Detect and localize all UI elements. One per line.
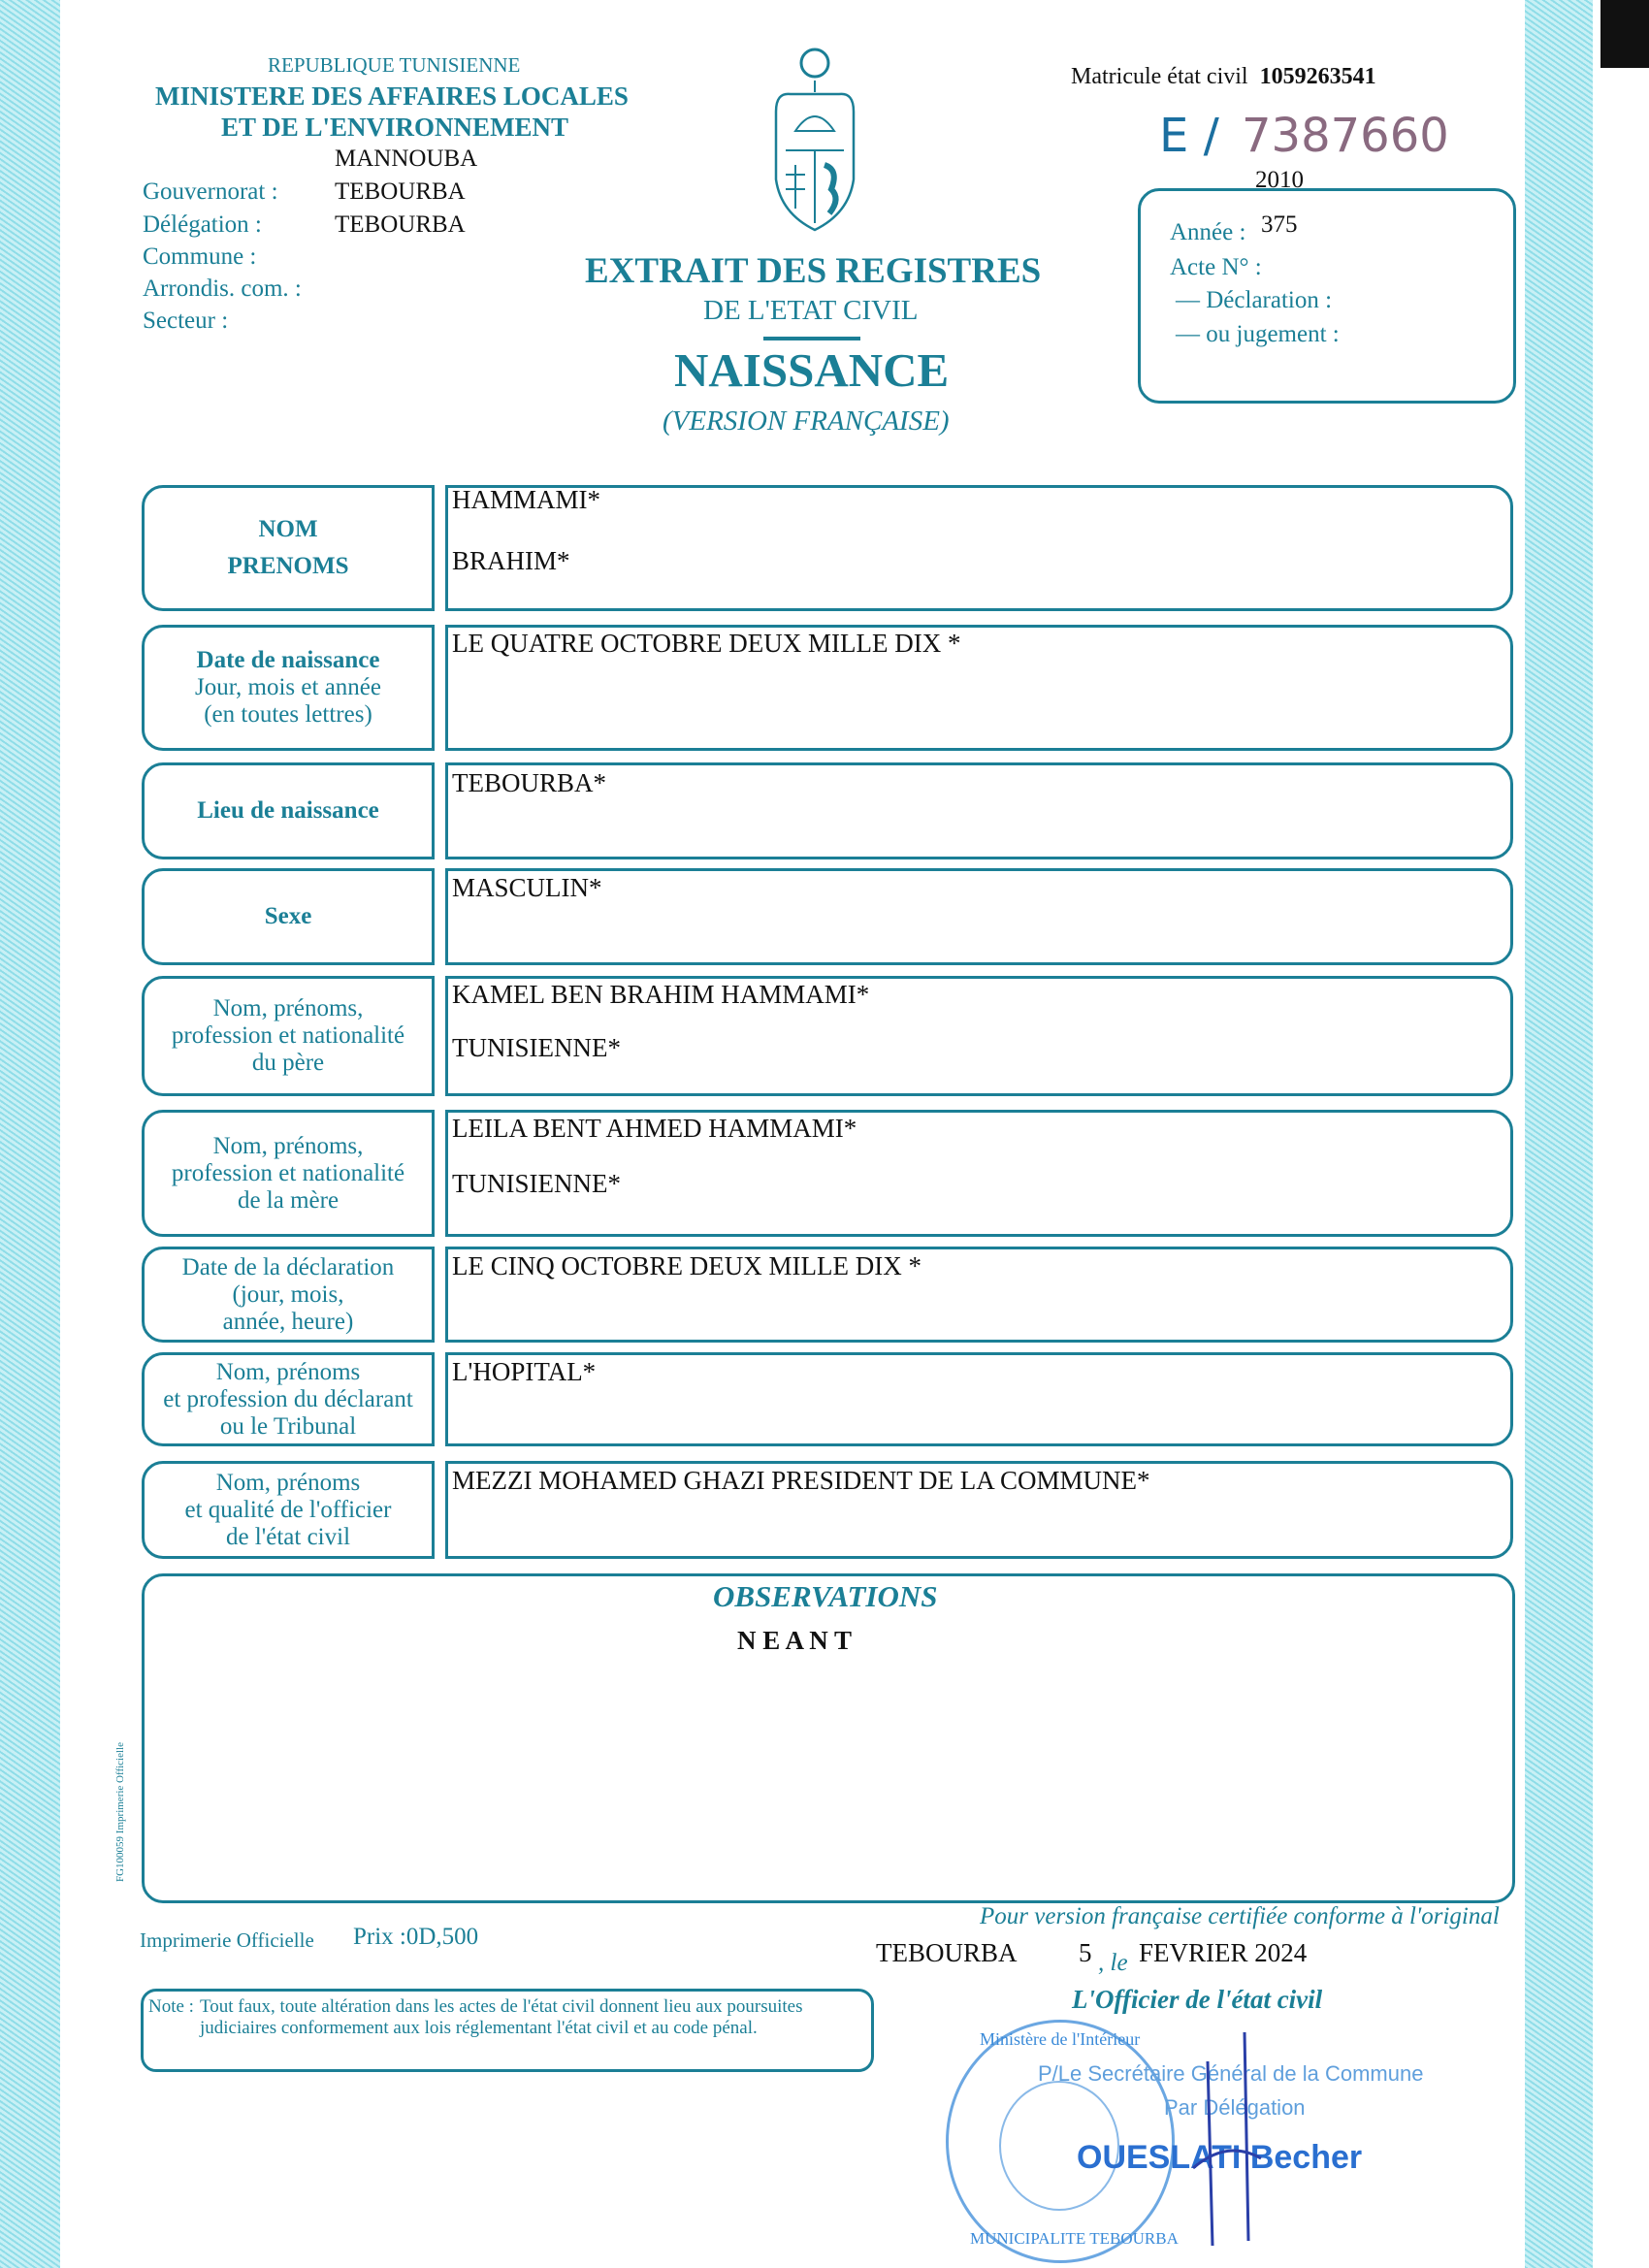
stamp-delegation: Par Délégation: [1164, 2095, 1306, 2120]
day-value: 5: [1079, 1938, 1092, 1967]
matricule-value: 1059263541: [1259, 64, 1376, 89]
value-mere-nationalite: TUNISIENNE*: [452, 1169, 621, 1198]
acte-label: Acte N° :: [1170, 254, 1262, 280]
imprimerie-label: Imprimerie Officielle: [140, 1928, 314, 1952]
mannouba-value: MANNOUBA: [335, 146, 478, 172]
note: [148, 1996, 866, 2039]
stamp-bottom-text: MUNICIPALITE TEBOURBA: [970, 2229, 1179, 2248]
stamp-ring-text: Ministère de l'Intérieur: [980, 2029, 1141, 2049]
label-line: et qualité de l'officier: [184, 1496, 392, 1523]
label-lieu-naissance: [142, 762, 435, 859]
security-border-right: [1525, 0, 1593, 2268]
note-label: Note :: [148, 1996, 194, 2017]
stamp-sg: P/Le Secrétaire Général de la Commune: [1038, 2061, 1424, 2086]
note-text: Tout faux, toute altération dans les actes de l'état civil donnent lieu aux poursuites judiciaires conformement aux lois réglementant l'état civil et au code pénal.: [199, 1996, 803, 2038]
title-etat-civil: DE L'ETAT CIVIL: [703, 295, 919, 326]
value-prenoms: BRAHIM*: [452, 546, 570, 575]
value-sexe: MASCULIN*: [452, 873, 602, 902]
gouvernorat-value: TEBOURBA: [335, 178, 466, 205]
label-line: Nom, prénoms,: [212, 995, 364, 1021]
label-line: de l'état civil: [225, 1523, 351, 1550]
coat-of-arms-icon: [771, 44, 858, 233]
certified-text: Pour version française certifiée conforme à l'original: [980, 1903, 1500, 1929]
value-box-nom: [445, 485, 1513, 611]
delegation-label: Délégation :: [143, 211, 262, 238]
serial-number: 7387660: [1242, 109, 1449, 163]
label-pere: [142, 976, 435, 1096]
label-line: ou le Tribunal: [219, 1412, 357, 1440]
ministry-line1: MINISTERE DES AFFAIRES LOCALES: [155, 81, 629, 111]
value-pere-nationalite: TUNISIENNE*: [452, 1033, 621, 1062]
matricule-label: Matricule état civil: [1071, 64, 1248, 89]
value-pere-nom: KAMEL BEN BRAHIM HAMMAMI*: [452, 980, 870, 1009]
label-line: Nom, prénoms,: [212, 1132, 364, 1159]
date-value: FEVRIER 2024: [1139, 1938, 1308, 1967]
value-declarant: L'HOPITAL*: [452, 1357, 597, 1386]
commune-label: Commune :: [143, 243, 257, 270]
title-divider: [763, 337, 860, 340]
value-lieu-naissance: TEBOURBA*: [452, 768, 607, 797]
label-line: PRENOMS: [227, 553, 349, 579]
signature: [1188, 2023, 1266, 2255]
value-officier: MEZZI MOHAMED GHAZI PRESIDENT DE LA COMMUNE*: [452, 1466, 1150, 1495]
label-line: (en toutes lettres): [204, 701, 372, 728]
observations-box: [142, 1573, 1515, 1903]
value-date-naissance: LE QUATRE OCTOBRE DEUX MILLE DIX *: [452, 629, 961, 658]
serial-prefix: E /: [1159, 109, 1219, 163]
declaration-label: — Déclaration :: [1176, 287, 1333, 313]
label-line: Lieu de naissance: [197, 797, 379, 824]
le-label: , le: [1098, 1950, 1128, 1976]
security-border-left: [0, 0, 60, 2268]
label-declarant: [142, 1352, 435, 1446]
value-mere-nom: LEILA BENT AHMED HAMMAMI*: [452, 1114, 857, 1143]
value-date-declaration: LE CINQ OCTOBRE DEUX MILLE DIX *: [452, 1251, 922, 1280]
label-line: et profession du déclarant: [163, 1385, 413, 1412]
secteur-label: Secteur :: [143, 308, 229, 334]
label-mere: [142, 1110, 435, 1237]
title-naissance: NAISSANCE: [674, 343, 950, 397]
label-line: année, heure): [222, 1308, 354, 1335]
label-line: Date de naissance: [196, 647, 380, 673]
delegation-value: TEBOURBA: [335, 211, 466, 238]
side-print: FG100059 Imprimerie Officielle: [114, 1742, 126, 1882]
observations-title: OBSERVATIONS: [713, 1579, 938, 1613]
label-line: Nom, prénoms: [215, 1469, 361, 1496]
label-line: Sexe: [264, 903, 312, 929]
annee-value: 2010: [1255, 167, 1304, 193]
jugement-label: — ou jugement :: [1176, 321, 1340, 347]
officer-title: L'Officier de l'état civil: [1072, 1985, 1323, 2014]
place-value: TEBOURBA: [876, 1938, 1018, 1967]
republic-label: REPUBLIQUE TUNISIENNE: [268, 53, 521, 77]
acte-value: 375: [1261, 211, 1298, 238]
scan-edge: [1600, 0, 1649, 68]
label-line: (jour, mois,: [232, 1280, 344, 1308]
arrondis-label: Arrondis. com. :: [143, 275, 302, 302]
label-officier: [142, 1461, 435, 1559]
value-box-declarant: [445, 1352, 1513, 1446]
gouvernorat-label: Gouvernorat :: [143, 178, 278, 205]
ministry-line2: ET DE L'ENVIRONNEMENT: [221, 113, 569, 142]
observations-value: N E A N T: [737, 1626, 853, 1655]
label-line: de la mère: [237, 1186, 340, 1214]
label-line: Nom, prénoms: [215, 1358, 361, 1385]
title-version: (VERSION FRANÇAISE): [663, 405, 950, 437]
value-box-sexe: [445, 868, 1513, 965]
label-date-naissance: [142, 625, 435, 751]
label-date-declaration: [142, 1247, 435, 1343]
label-line: NOM: [258, 516, 318, 542]
label-line: Jour, mois et année: [194, 674, 381, 700]
value-nom: HAMMAMI*: [452, 485, 601, 514]
label-line: profession et nationalité: [171, 1022, 405, 1049]
label-line: profession et nationalité: [171, 1159, 405, 1186]
annee-label: Année :: [1170, 219, 1246, 245]
title-extrait: EXTRAIT DES REGISTRES: [585, 251, 1042, 291]
label-sexe: [142, 868, 435, 965]
label-line: du père: [251, 1050, 325, 1076]
prix-label: Prix :0D,500: [353, 1924, 479, 1950]
label-nom-prenoms: [142, 485, 435, 611]
stamp-name: OUESLATI Becher: [1077, 2139, 1363, 2176]
label-line: Date de la déclaration: [181, 1253, 395, 1280]
